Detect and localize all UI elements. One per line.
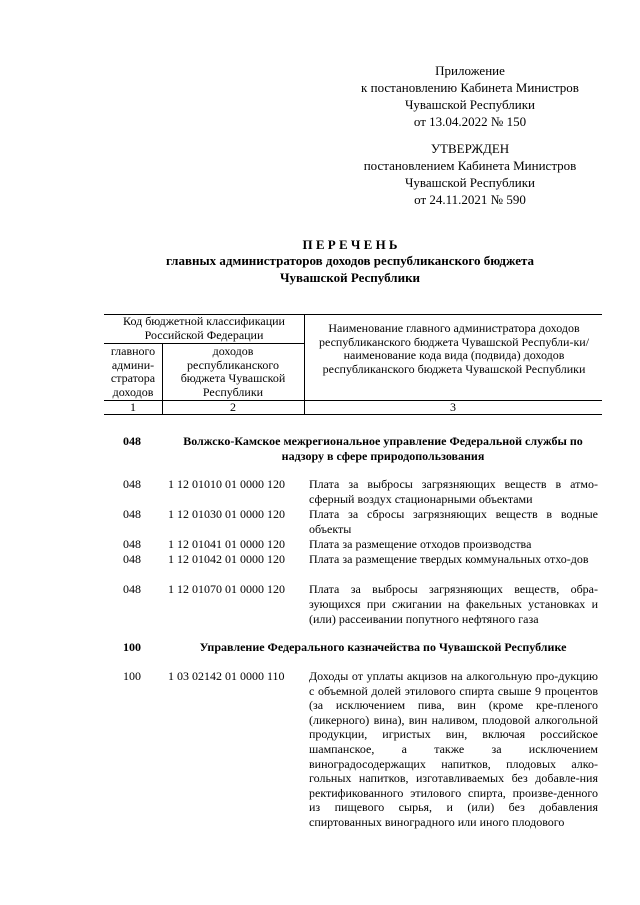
row-kbk: 1 12 01041 01 0000 120 — [168, 537, 285, 551]
section-title: Волжско-Камское межрегиональное управление Федеральной службы по надзору в сфере природопользования — [183, 434, 583, 463]
appendix-block — [340, 62, 600, 130]
appendix-line: Приложение — [435, 63, 505, 78]
section-code: 048 — [123, 434, 141, 448]
row-admin-code: 100 — [123, 669, 141, 683]
row-kbk: 1 12 01042 01 0000 120 — [168, 552, 285, 566]
appendix-line: к постановлению Кабинета Министров — [361, 80, 579, 95]
row-description: Плата за размещение твердых коммунальных отхо-дов — [309, 552, 589, 566]
appendix-line: Чувашской Республики — [404, 97, 536, 112]
approved-line: УТВЕРЖДЕН — [430, 141, 510, 156]
section-code: 100 — [123, 640, 141, 654]
approved-line: Чувашской Республики — [404, 175, 536, 190]
row-description: Плата за выбросы загрязняющих веществ в атмо-сферный воздух стационарными объектами — [309, 477, 598, 506]
row-admin-code: 048 — [123, 507, 141, 521]
document-title: П Е Р Е Ч Е Н Ь — [302, 237, 398, 252]
row-description: Доходы от уплаты акцизов на алкогольную про-дукцию с объемной долей этилового спирта свыше 9 процентов (за исключением пива, вин (кроме кре-пленого (ликерного) вина), вин наливом, плодовой алкогольной продукции, игристых вин, включая российское шампанское, а также за исключением виноградосодержащих напитков, плодовых алко-гольных напитков, изготавливаемых без добавле-ния ректификованного этилового спирта, произве-денного из пищевого сырья, и (или) без добавления спиртованных виноградного или иного плодового — [309, 669, 598, 829]
approved-block — [340, 140, 600, 208]
row-admin-code: 048 — [123, 537, 141, 551]
row-admin-code: 048 — [123, 552, 141, 566]
row-kbk: 1 12 01010 01 0000 120 — [168, 477, 285, 491]
header-number: 1 — [130, 400, 136, 414]
approved-line: постановлением Кабинета Министров — [363, 158, 577, 173]
header-number: 2 — [230, 400, 236, 414]
row-description: Плата за размещение отходов производства — [309, 537, 532, 551]
header-admin-column: главного админи-стратора доходов — [110, 344, 156, 399]
table-border — [304, 314, 305, 415]
row-description: Плата за сбросы загрязняющих веществ в водные объекты — [309, 507, 598, 536]
header-code-group: Код бюджетной классификации Российской Федерации — [123, 314, 285, 342]
header-income-column: доходов республиканского бюджета Чувашской Республики — [180, 344, 286, 399]
section-title: Управление Федерального казначейства по Чувашской Республике — [199, 640, 567, 654]
header-name-column: Наименование главного администратора доходов республиканского бюджета Чувашской Республи-ки/ наименование кода вида (подвида) доходов республиканского бюджета Чувашской Республики — [318, 321, 590, 376]
row-kbk: 1 12 01070 01 0000 120 — [168, 582, 285, 596]
row-description: Плата за выбросы загрязняющих веществ, обра-зующихся при сжигании на факельных установках и (или) рассеивании попутного нефтяного газа — [309, 582, 598, 626]
row-kbk: 1 03 02142 01 0000 110 — [168, 669, 285, 683]
header-number: 3 — [450, 400, 456, 414]
row-admin-code: 048 — [123, 477, 141, 491]
appendix-line: от 13.04.2022 № 150 — [413, 114, 527, 129]
row-admin-code: 048 — [123, 582, 141, 596]
approved-line: от 24.11.2021 № 590 — [414, 192, 526, 207]
row-kbk: 1 12 01030 01 0000 120 — [168, 507, 285, 521]
document-subtitle: главных администраторов доходов республиканского бюджета — [165, 253, 535, 268]
document-subtitle: Чувашской Республики — [279, 270, 421, 285]
